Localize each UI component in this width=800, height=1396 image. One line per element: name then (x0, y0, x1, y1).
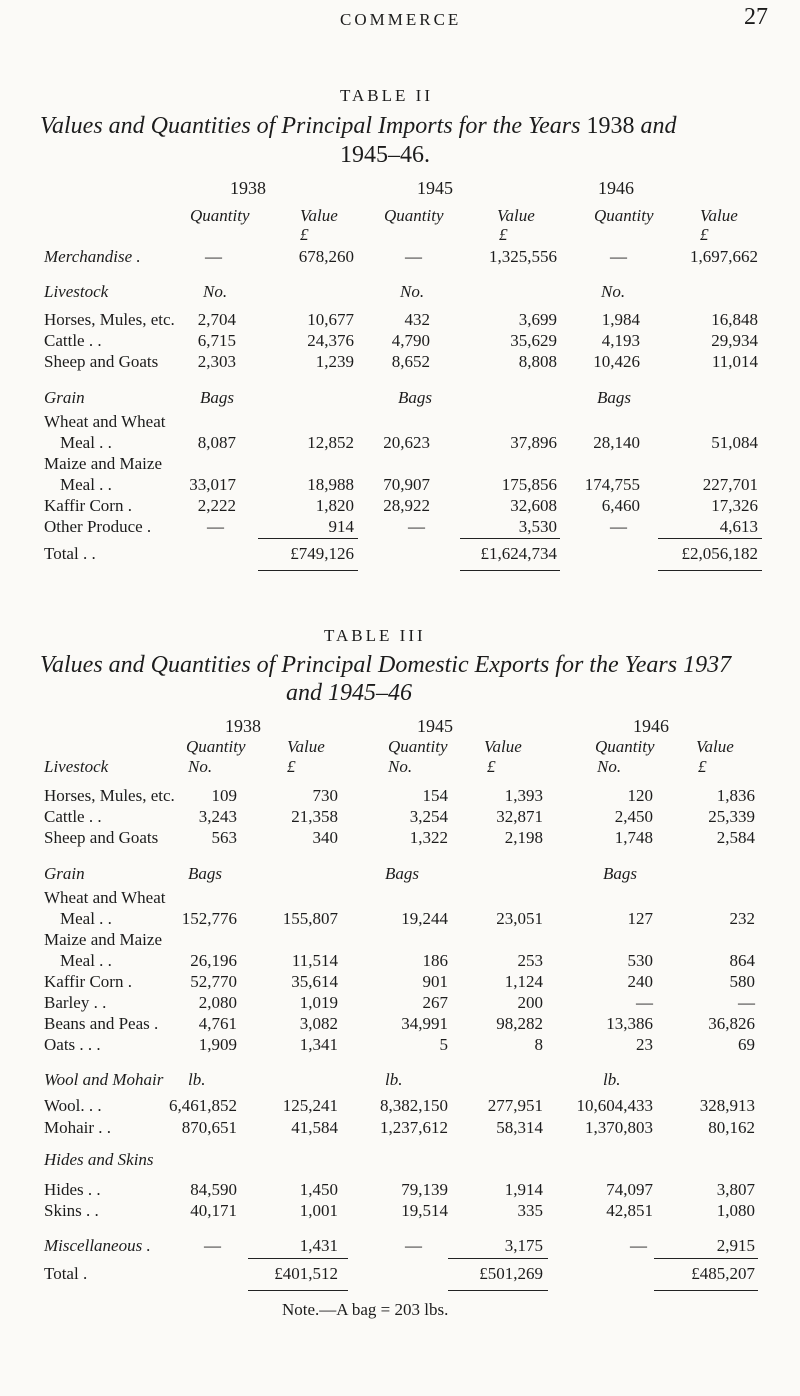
cell: 20,623 (383, 433, 430, 452)
cell: 1,450 (299, 1180, 338, 1199)
row-label: Oats . . . (44, 1035, 101, 1054)
year-heading: 1945 (417, 716, 453, 736)
cell: 41,584 (291, 1118, 338, 1137)
cell: 1,909 (198, 1035, 237, 1054)
cell: 13,386 (606, 1014, 653, 1033)
total-value: £1,624,734 (480, 544, 557, 563)
cell: 2,584 (716, 828, 755, 847)
year-heading: 1945 (417, 178, 453, 198)
cell: — (405, 247, 422, 266)
cell: — (630, 1236, 647, 1255)
cell: — (636, 993, 653, 1012)
cell: 1,124 (504, 972, 543, 991)
sum-rule (248, 1258, 348, 1259)
unit-label: Bags (603, 864, 637, 883)
cell: 240 (627, 972, 653, 991)
cell: 74,097 (606, 1180, 653, 1199)
cell: 120 (627, 786, 653, 805)
cell: 1,341 (299, 1035, 338, 1054)
cell: 28,922 (383, 496, 430, 515)
cell: 901 (422, 972, 448, 991)
row-label: Horses, Mules, etc. (44, 310, 175, 329)
caption-year: 1938 (586, 113, 635, 139)
cell: 8,382,150 (380, 1096, 448, 1115)
cell: 1,984 (601, 310, 640, 329)
cell: 70,907 (383, 475, 430, 494)
cell: 11,014 (711, 352, 758, 371)
caption-text: Values and Quantities of Principal Imports for the Years (40, 113, 587, 139)
cell: 36,826 (708, 1014, 755, 1033)
cell: 10,604,433 (576, 1096, 653, 1115)
cell: 340 (312, 828, 338, 847)
cell: 3,243 (198, 807, 237, 826)
cell: 6,460 (601, 496, 640, 515)
cell: 19,244 (401, 909, 448, 928)
column-head: Value (484, 737, 522, 756)
unit-label: No. (601, 282, 626, 301)
cell: 1,322 (409, 828, 448, 847)
cell: 125,241 (282, 1096, 338, 1115)
cell: 17,326 (711, 496, 758, 515)
cell: 1,697,662 (690, 247, 758, 266)
cell: 3,175 (504, 1236, 543, 1255)
cell: 1,080 (716, 1201, 755, 1220)
section-head: Wool and Mohair (44, 1070, 164, 1089)
cell: 8,652 (391, 352, 430, 371)
cell: 12,852 (307, 433, 354, 452)
unit-label: No. (203, 282, 228, 301)
cell: 98,282 (496, 1014, 543, 1033)
cell: 730 (312, 786, 338, 805)
cell: 19,514 (401, 1201, 448, 1220)
unit-label: lb. (188, 1070, 206, 1089)
unit-label: Bags (385, 864, 419, 883)
sum-rule (658, 538, 762, 539)
cell: 3,530 (518, 517, 557, 536)
running-head: COMMERCE (340, 10, 462, 29)
cell: 33,017 (189, 475, 236, 494)
total-value: £501,269 (479, 1264, 543, 1283)
cell: 2,303 (197, 352, 236, 371)
cell: 2,450 (614, 807, 653, 826)
unit-label: Bags (200, 388, 234, 407)
pound-sign: £ (700, 225, 709, 244)
cell: 2,915 (716, 1236, 755, 1255)
cell: 200 (517, 993, 543, 1012)
cell: 2,080 (198, 993, 237, 1012)
cell: — (207, 517, 224, 536)
year-heading: 1938 (225, 716, 261, 736)
total-rule (448, 1290, 548, 1291)
cell: 530 (627, 951, 653, 970)
cell: 232 (729, 909, 755, 928)
cell: 1,370,803 (585, 1118, 653, 1137)
column-head: Value (700, 206, 738, 225)
cell: 870,651 (181, 1118, 237, 1137)
row-label: Cattle . . (44, 331, 102, 350)
total-value: £749,126 (290, 544, 354, 563)
cell: 69 (738, 1035, 755, 1054)
cell: 335 (517, 1201, 543, 1220)
cell: 80,162 (708, 1118, 755, 1137)
row-label: Kaffir Corn . (44, 972, 132, 991)
section-head: Livestock (44, 757, 109, 776)
cell: 79,139 (401, 1180, 448, 1199)
row-label: Other Produce . (44, 517, 152, 536)
cell: 253 (517, 951, 543, 970)
cell: 8,808 (518, 352, 557, 371)
cell: 1,914 (504, 1180, 543, 1199)
unit-label: lb. (385, 1070, 403, 1089)
column-head: Value (696, 737, 734, 756)
cell: 4,193 (601, 331, 640, 350)
unit-label: No. (388, 757, 413, 776)
cell: 127 (627, 909, 653, 928)
cell: 84,590 (190, 1180, 237, 1199)
cell: 25,339 (708, 807, 755, 826)
cell: 4,761 (198, 1014, 237, 1033)
row-label: Hides . . (44, 1180, 101, 1199)
cell: 4,613 (719, 517, 758, 536)
cell: 24,376 (307, 331, 354, 350)
section-head: Livestock (44, 282, 109, 301)
unit-label: Bags (597, 388, 631, 407)
pound-sign: £ (300, 225, 309, 244)
cell: 23 (636, 1035, 653, 1054)
sum-rule (460, 538, 560, 539)
row-label: Wool. . . (44, 1096, 102, 1115)
cell: 40,171 (190, 1201, 237, 1220)
cell: 28,140 (593, 433, 640, 452)
cell: 277,951 (487, 1096, 543, 1115)
row-label: Beans and Peas . (44, 1014, 159, 1033)
cell: 109 (211, 786, 237, 805)
column-head: Quantity (594, 206, 654, 225)
cell: — (738, 993, 755, 1012)
row-label-cont: Meal . . (60, 909, 112, 928)
unit-label: Bags (188, 864, 222, 883)
section-head: Hides and Skins (44, 1150, 154, 1169)
cell: 580 (729, 972, 755, 991)
row-label: Sheep and Goats (44, 352, 159, 371)
total-rule (258, 570, 358, 571)
table-iii-caption-line2: and 1945–46 (286, 680, 412, 706)
cell: 2,222 (197, 496, 236, 515)
cell: — (610, 517, 627, 536)
cell: 32,871 (496, 807, 543, 826)
cell: 32,608 (510, 496, 557, 515)
unit-label: Bags (398, 388, 432, 407)
row-label-cont: Meal . . (60, 475, 112, 494)
section-head: Miscellaneous . (44, 1236, 151, 1255)
cell: 914 (328, 517, 354, 536)
cell: 563 (211, 828, 237, 847)
table-ii-title: TABLE II (340, 86, 433, 105)
cell: 1,748 (614, 828, 653, 847)
unit-label: No. (188, 757, 213, 776)
row-label-cont: Meal . . (60, 433, 112, 452)
page-number: 27 (744, 4, 768, 30)
year-heading: 1946 (598, 178, 634, 198)
caption-text-end: and (634, 113, 677, 139)
cell: 864 (729, 951, 755, 970)
sum-rule (654, 1258, 758, 1259)
column-head: Quantity (186, 737, 246, 756)
cell: 52,770 (190, 972, 237, 991)
total-value: £401,512 (274, 1264, 338, 1283)
section-head: Grain (44, 388, 85, 407)
row-label: Merchandise . (44, 247, 141, 266)
cell: 10,677 (307, 310, 354, 329)
row-label: Maize and Maize (44, 454, 162, 473)
pound-sign: £ (499, 225, 508, 244)
year-heading: 1946 (633, 716, 669, 736)
cell: 152,776 (181, 909, 237, 928)
total-value: £485,207 (691, 1264, 755, 1283)
unit-label: £ (487, 757, 496, 776)
column-head: Quantity (388, 737, 448, 756)
footnote: Note.—A bag = 203 lbs. (282, 1300, 449, 1319)
row-label-cont: Meal . . (60, 951, 112, 970)
cell: 34,991 (401, 1014, 448, 1033)
cell: — (405, 1236, 422, 1255)
table-iii-title: TABLE III (324, 626, 426, 645)
table-ii-caption-line1 (40, 113, 676, 140)
cell: 26,196 (190, 951, 237, 970)
row-label: Mohair . . (44, 1118, 112, 1137)
cell: 35,629 (510, 331, 557, 350)
total-label: Total . (44, 1264, 88, 1283)
unit-label: £ (698, 757, 707, 776)
column-head: Quantity (190, 206, 250, 225)
cell: 175,856 (501, 475, 557, 494)
year-heading: 1938 (230, 178, 266, 198)
total-rule (658, 570, 762, 571)
cell: 186 (422, 951, 448, 970)
cell: 227,701 (702, 475, 758, 494)
table-iii-caption-line1: Values and Quantities of Principal Domestic Exports for the Years 1937 (40, 652, 732, 678)
column-head: Quantity (384, 206, 444, 225)
cell: 10,426 (593, 352, 640, 371)
sum-rule (448, 1258, 548, 1259)
cell: 6,461,852 (169, 1096, 237, 1115)
column-head: Value (497, 206, 535, 225)
cell: 267 (422, 993, 448, 1012)
unit-label: lb. (603, 1070, 621, 1089)
cell: 2,704 (197, 310, 236, 329)
cell: 4,790 (391, 331, 430, 350)
row-label: Sheep and Goats (44, 828, 159, 847)
cell: 5 (439, 1035, 448, 1054)
cell: — (408, 517, 425, 536)
cell: 1,239 (315, 352, 354, 371)
cell: 8,087 (197, 433, 236, 452)
cell: 42,851 (606, 1201, 653, 1220)
row-label: Kaffir Corn . (44, 496, 132, 515)
cell: 2,198 (504, 828, 543, 847)
row-label: Horses, Mules, etc. (44, 786, 175, 805)
total-label: Total . . (44, 544, 96, 563)
cell: 16,848 (711, 310, 758, 329)
cell: 37,896 (510, 433, 557, 452)
cell: 1,325,556 (489, 247, 557, 266)
cell: — (205, 247, 222, 266)
cell: 155,807 (282, 909, 338, 928)
total-rule (460, 570, 560, 571)
column-head: Quantity (595, 737, 655, 756)
cell: 8 (534, 1035, 543, 1054)
cell: 1,393 (504, 786, 543, 805)
row-label: Wheat and Wheat (44, 888, 166, 907)
column-head: Value (300, 206, 338, 225)
row-label: Barley . . (44, 993, 107, 1012)
cell: 678,260 (298, 247, 354, 266)
cell: 1,431 (299, 1236, 338, 1255)
cell: 18,988 (307, 475, 354, 494)
cell: 1,820 (315, 496, 354, 515)
cell: — (610, 247, 627, 266)
sum-rule (258, 538, 358, 539)
cell: 328,913 (699, 1096, 755, 1115)
cell: 29,934 (711, 331, 758, 350)
cell: 3,254 (409, 807, 448, 826)
cell: 174,755 (584, 475, 640, 494)
cell: 11,514 (291, 951, 338, 970)
table-ii-caption-line2: 1945–46. (340, 142, 430, 168)
cell: 432 (404, 310, 430, 329)
cell: 51,084 (711, 433, 758, 452)
cell: — (204, 1236, 221, 1255)
row-label: Maize and Maize (44, 930, 162, 949)
unit-label: No. (400, 282, 425, 301)
row-label: Wheat and Wheat (44, 412, 166, 431)
section-head: Grain (44, 864, 85, 883)
total-rule (248, 1290, 348, 1291)
cell: 1,836 (716, 786, 755, 805)
cell: 6,715 (197, 331, 236, 350)
cell: 58,314 (496, 1118, 543, 1137)
cell: 1,001 (299, 1201, 338, 1220)
unit-label: No. (597, 757, 622, 776)
cell: 3,082 (299, 1014, 338, 1033)
row-label: Skins . . (44, 1201, 99, 1220)
cell: 1,019 (299, 993, 338, 1012)
total-rule (654, 1290, 758, 1291)
cell: 23,051 (496, 909, 543, 928)
unit-label: £ (287, 757, 296, 776)
total-value: £2,056,182 (681, 544, 758, 563)
column-head: Value (287, 737, 325, 756)
row-label: Cattle . . (44, 807, 102, 826)
cell: 154 (422, 786, 448, 805)
cell: 35,614 (291, 972, 338, 991)
cell: 3,807 (716, 1180, 755, 1199)
cell: 3,699 (518, 310, 557, 329)
cell: 21,358 (291, 807, 338, 826)
cell: 1,237,612 (380, 1118, 448, 1137)
